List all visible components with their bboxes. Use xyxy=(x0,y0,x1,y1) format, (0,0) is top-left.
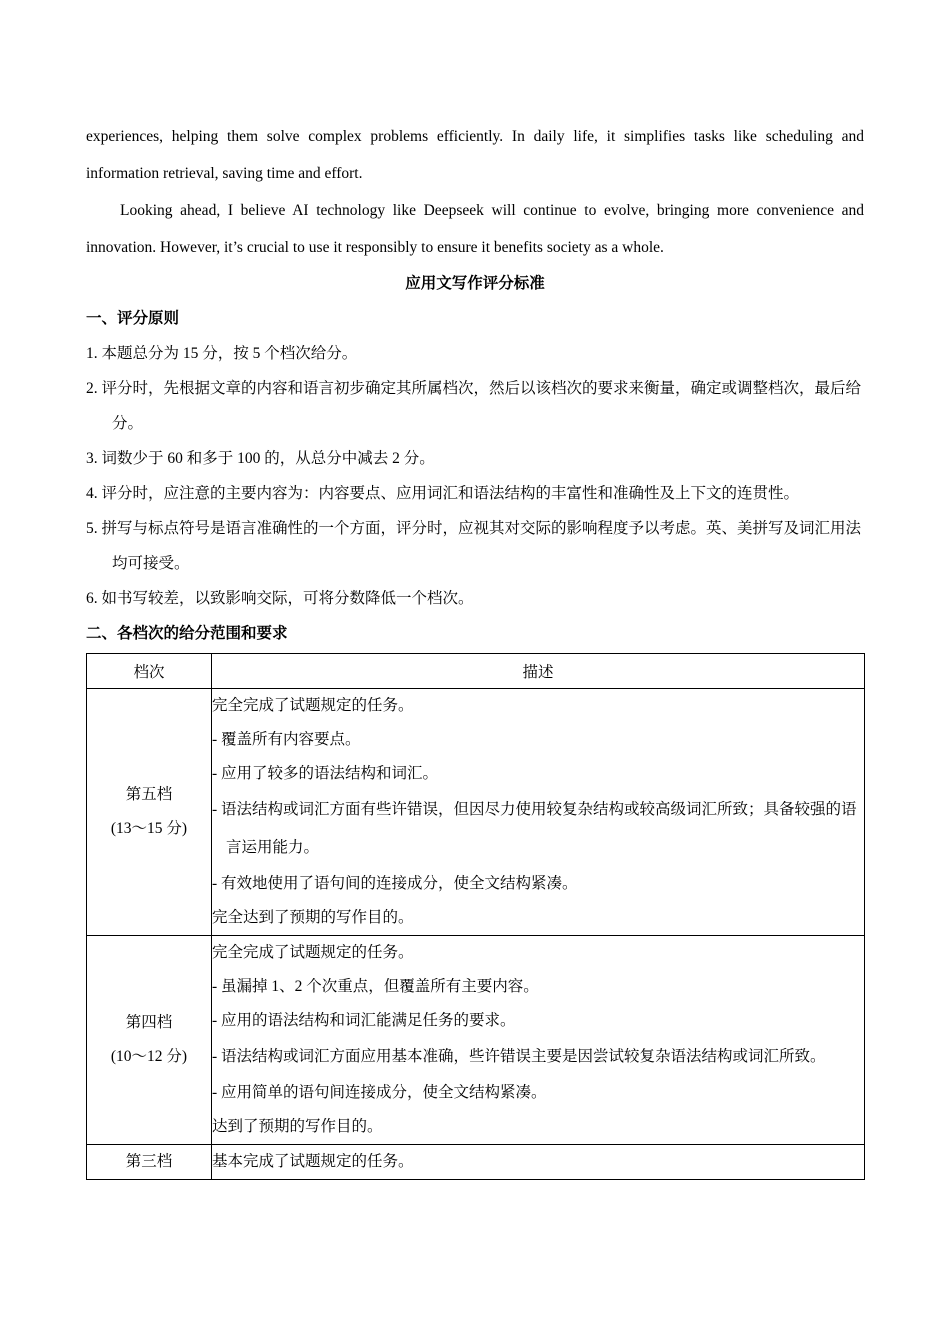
description-line: - 有效地使用了语句间的连接成分，使全文结构紧凑。 xyxy=(212,875,578,892)
page-title: 应用文写作评分标准 xyxy=(405,275,545,292)
header-description: 描述 xyxy=(212,654,865,689)
description-cell xyxy=(212,1145,865,1180)
table-row xyxy=(87,689,865,936)
level-name: 第五档 xyxy=(125,786,173,803)
level-name: 第四档 xyxy=(125,1014,173,1031)
level-cell xyxy=(87,936,212,1145)
description-line: - 覆盖所有内容要点。 xyxy=(212,731,361,748)
description-cell xyxy=(212,936,865,1145)
rule-item-4: 4. 评分时，应注意的主要内容为：内容要点、应用词汇和语法结构的丰富性和准确性及上下文的连贯性。 xyxy=(86,485,800,502)
header-level: 档次 xyxy=(87,654,212,689)
intro-paragraph-2: Looking ahead, I believe AI technology like Deepseek will continue to evolve, bringing more convenience and innovation. However, it’s crucial to use it responsibly to ensure it benefits society as a whole. xyxy=(86,202,864,256)
rule-item-6: 6. 如书写较差，以致影响交际，可将分数降低一个档次。 xyxy=(86,590,474,607)
intro-paragraph-1: experiences, helping them solve complex problems efficiently. In daily life, it simplifies tasks like scheduling and information retrieval, saving time and effort. xyxy=(86,128,864,182)
description-line: - 语法结构或词汇方面有些许错误，但因尽力使用较复杂结构或较高级词汇所致；具备较强的语言运用能力。 xyxy=(212,801,857,856)
level-range: (13～15 分) xyxy=(110,820,188,837)
level-cell xyxy=(87,1145,212,1180)
section-heading-2: 二、各档次的给分范围和要求 xyxy=(86,625,288,642)
rule-item-1: 1. 本题总分为 15 分，按 5 个档次给分。 xyxy=(86,345,358,362)
description-line: - 虽漏掉 1、2 个次重点，但覆盖所有主要内容。 xyxy=(212,978,539,995)
description-line: 完全完成了试题规定的任务。 xyxy=(212,944,414,961)
level-range: (10～12 分) xyxy=(110,1048,188,1065)
description-line: - 语法结构或词汇方面应用基本准确，些许错误主要是因尝试较复杂语法结构或词汇所致。 xyxy=(212,1048,826,1065)
rubric-table xyxy=(86,653,865,1180)
section-heading-1: 一、评分原则 xyxy=(86,310,180,327)
description-line: 达到了预期的写作目的。 xyxy=(212,1118,383,1135)
rule-item-3: 3. 词数少于 60 和多于 100 的，从总分中减去 2 分。 xyxy=(86,450,435,467)
level-cell xyxy=(87,689,212,936)
description-line: 完全完成了试题规定的任务。 xyxy=(212,697,414,714)
description-line: - 应用了较多的语法结构和词汇。 xyxy=(212,765,439,782)
description-cell xyxy=(212,689,865,936)
level-name: 第三档 xyxy=(125,1153,173,1170)
table-header-row xyxy=(87,654,865,689)
rule-item-5: 5. 拼写与标点符号是语言准确性的一个方面，评分时，应视其对交际的影响程度予以考虑。英、美拼写及词汇用法均可接受。 xyxy=(86,520,862,572)
description-line: - 应用的语法结构和词汇能满足任务的要求。 xyxy=(212,1012,516,1029)
document-page xyxy=(86,118,864,1180)
description-line: 基本完成了试题规定的任务。 xyxy=(212,1153,414,1170)
table-row xyxy=(87,1145,865,1180)
table-row xyxy=(87,936,865,1145)
description-line: - 应用简单的语句间连接成分，使全文结构紧凑。 xyxy=(212,1084,547,1101)
rule-item-2: 2. 评分时，先根据文章的内容和语言初步确定其所属档次，然后以该档次的要求来衡量，确定或调整档次，最后给分。 xyxy=(86,380,862,432)
description-line: 完全达到了预期的写作目的。 xyxy=(212,909,414,926)
